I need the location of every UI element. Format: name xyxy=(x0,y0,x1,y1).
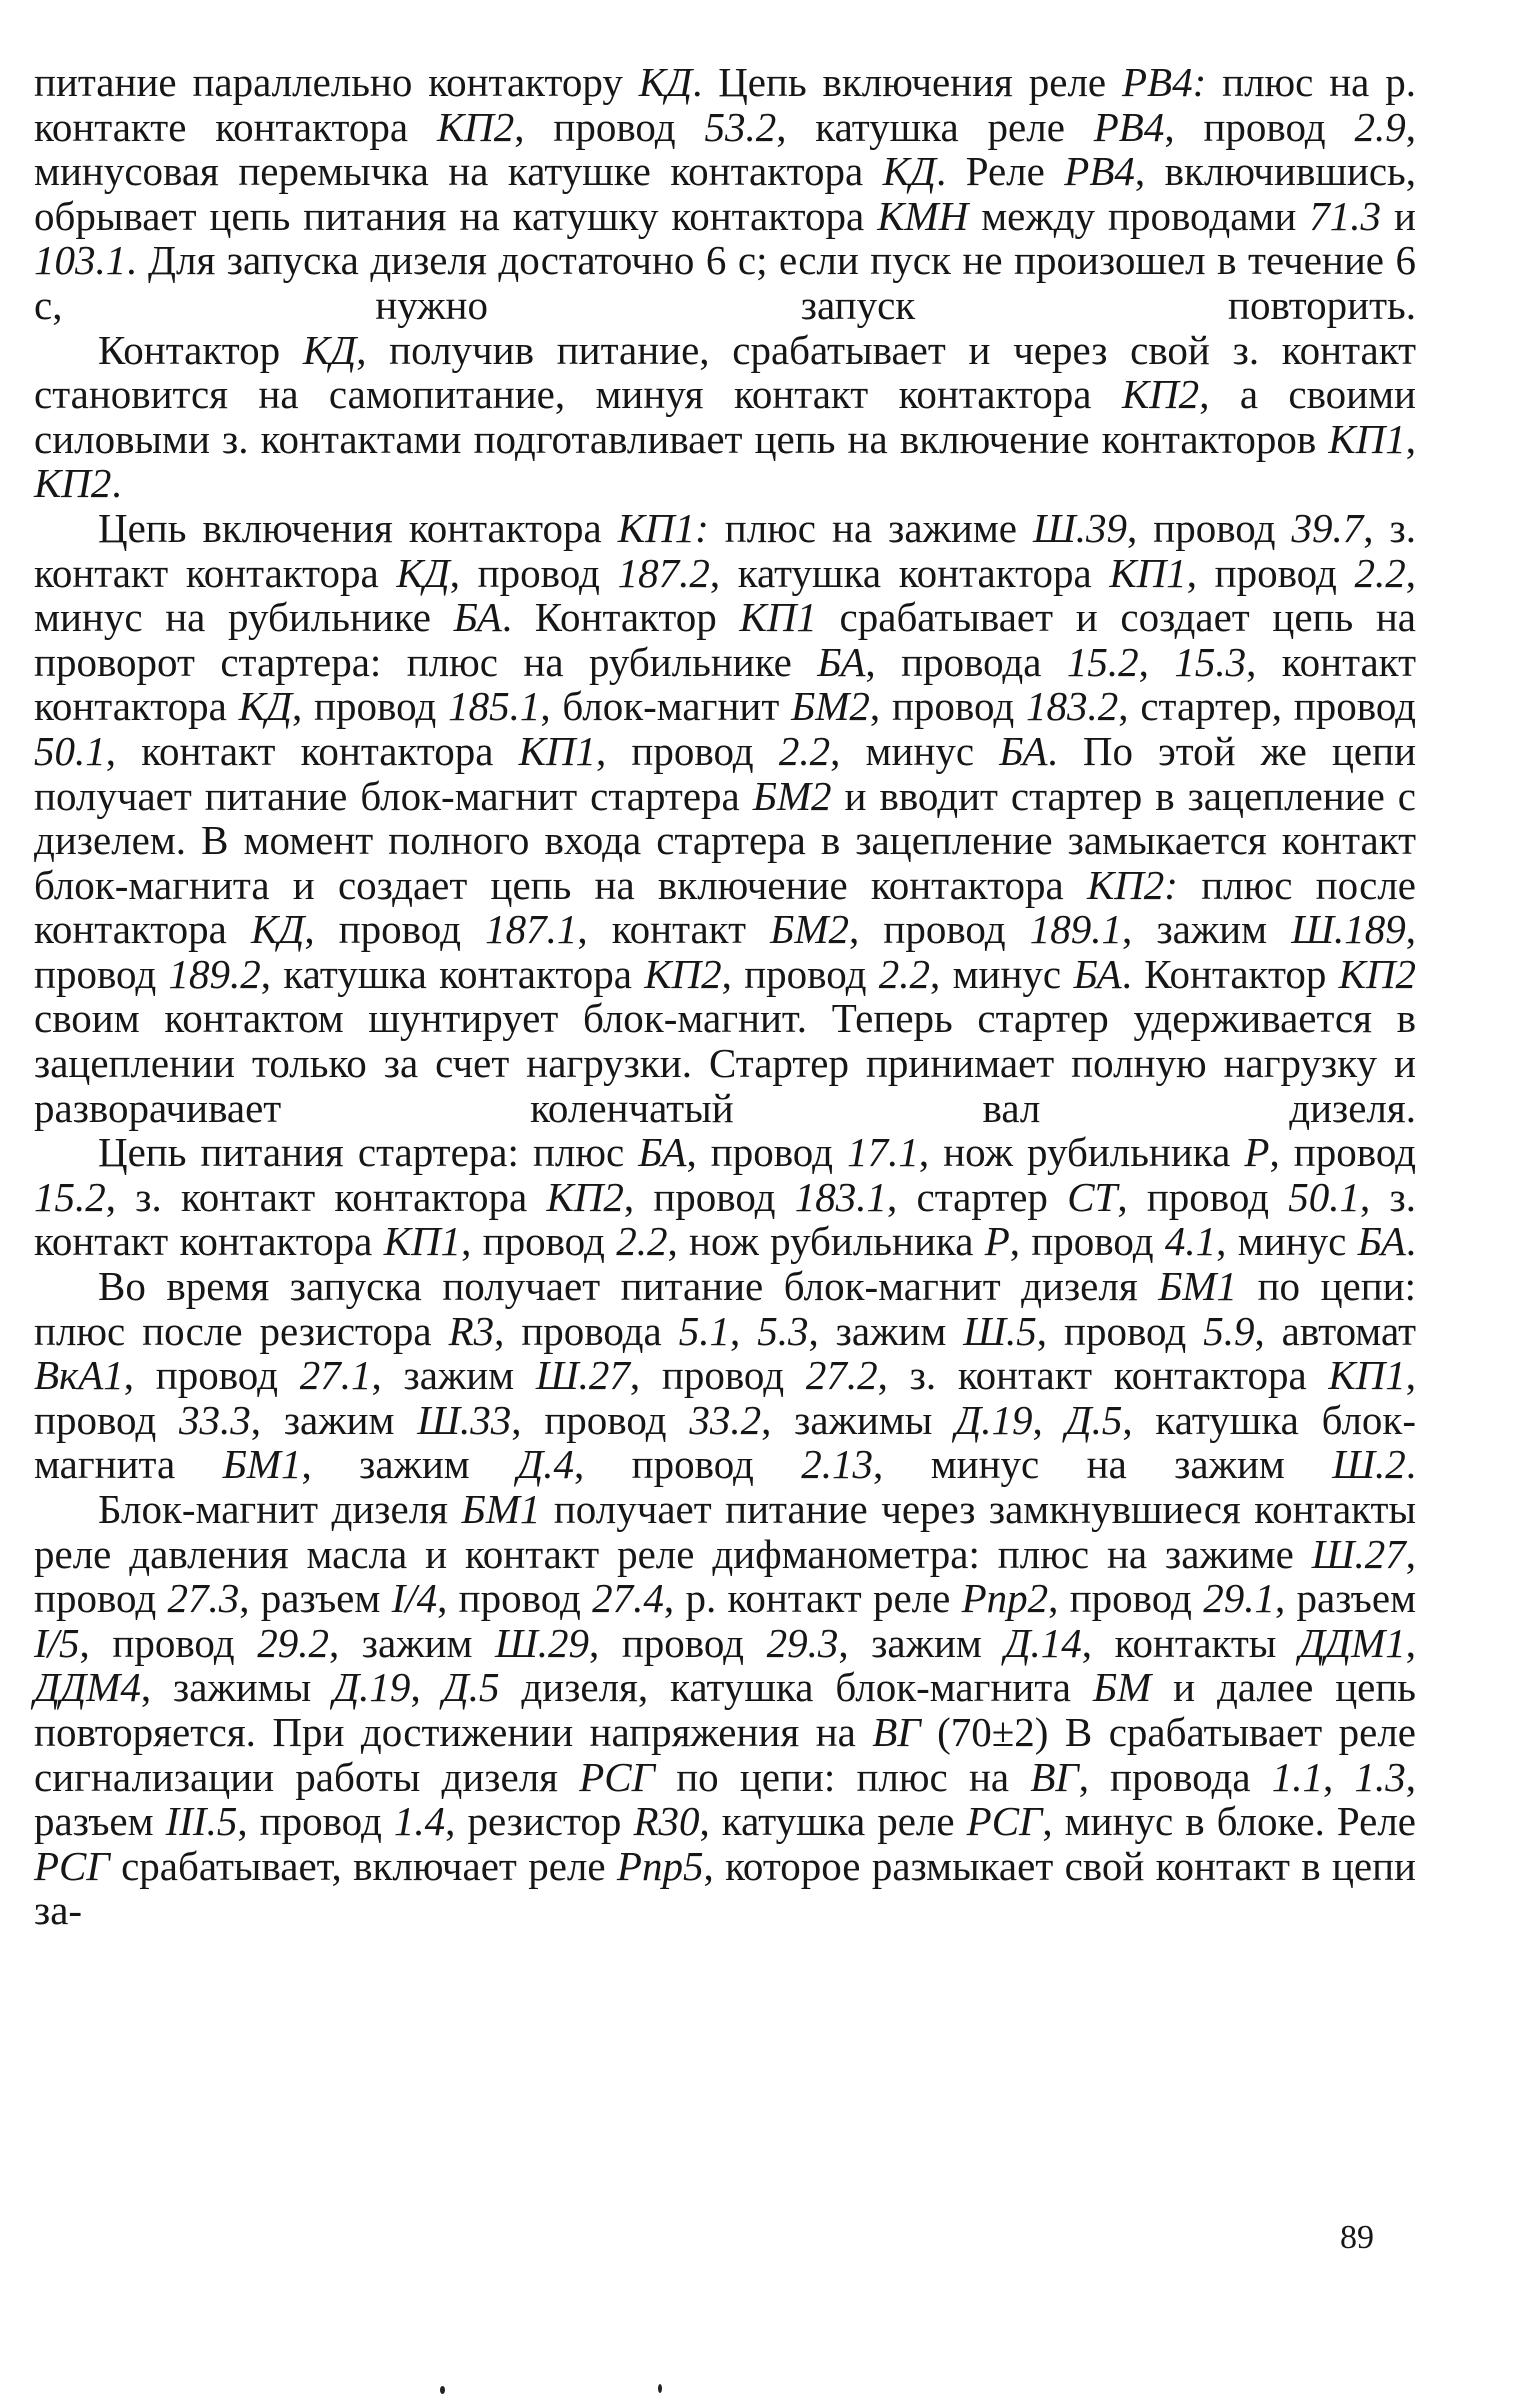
paragraph-6: Блок-магнит дизеля БМ1 получает питание через замкнувшиеся контакты реле давления масла и контакт реле дифманометра: плюс на зажиме Ш.27, провод 27.3, разъем I/4, провод 27.4, р. контакт реле Рпр2, провод 29.1, разъем I/5, провод 29.2, зажим Ш.29, провод 29.3, зажим Д.14, контакты ДДМ1, ДДМ4, зажимы Д.19, Д.5 дизеля, катушка блок-магнита БМ и далее цепь повторяется. При достижении напряжения на ВГ (70±2) В срабатывает реле сигнализации работы дизеля РСГ по цепи: плюс на ВГ, провода 1.1, 1.3, разъем III.5, провод 1.4, резистор R30, катушка реле РСГ, минус в блоке. Реле РСГ срабатывает, включает реле Рпр5, которое размыкает свой контакт в цепи за- xyxy=(34,1486,1417,1934)
paragraph-3: Цепь включения контактора КП1: плюс на зажиме Ш.39, провод 39.7, з. контакт контактора КД, провод 187.2, катушка контактора КП1, провод 2.2, минус на рубильнике БА. Контактор КП1 срабатывает и создает цепь на проворот стартера: плюс на рубильнике БА, провода 15.2, 15.3, контакт контактора КД, провод 185.1, блок-магнит БМ2, провод 183.2, стартер, провод 50.1, контакт контактора КП1, провод 2.2, минус БА. По этой же цепи получает питание блок-магнит стартера БМ2 и вводит стартер в зацепление с дизелем. В момент полного входа стартера в зацепление замыкается контакт блок-магнита и создает цепь на включение контактора КП2: плюс после контактора КД, провод 187.1, контакт БМ2, провод 189.1, зажим Ш.189, провод 189.2, катушка контактора КП2, провод 2.2, минус БА. Контактор КП2 своим контактом шунтирует блок-магнит. Теперь стартер удерживается в зацеплении только за счет нагрузки. Стартер принимает полную нагрузку и разворачивает коленчатый вал дизеля. xyxy=(34,504,1417,1131)
paragraph-2: Контактор КД, получив питание, срабатывает и через свой з. контакт становится на самопитание, минуя контакт контактора КП2, а своими силовыми з. контактами подготавливает цепь на включение контакторов КП1, КП2. xyxy=(34,326,1417,507)
scan-speck xyxy=(440,2386,445,2394)
paragraph-4: Цепь питания стартера: плюс БА, провод 17.1, нож рубильника Р, провод 15.2, з. контакт контактора КП2, провод 183.1, стартер СТ, провод 50.1, з. контакт контактора КП1, провод 2.2, нож рубильника Р, провод 4.1, минус БА. xyxy=(34,1129,1417,1265)
paragraph-5: Во время запуска получает питание блок-магнит дизеля БМ1 по цепи: плюс после резистора R3, провода 5.1, 5.3, зажим Ш.5, провод 5.9, автомат ВкА1, провод 27.1, зажим Ш.27, провод 27.2, з. контакт контактора КП1, провод 33.3, зажим Ш.33, провод 33.2, зажимы Д.19, Д.5, катушка блок-магнита БМ1, зажим Д.4, провод 2.13, минус на зажим Ш.2. xyxy=(34,1263,1417,1488)
scan-speck xyxy=(658,2384,662,2393)
page-number: 89 xyxy=(1340,2219,1374,2256)
body-text xyxy=(34,60,1416,1933)
paragraph-1: питание параллельно контактору КД. Цепь включения реле РВ4: плюс на р. контакте контактора КП2, провод 53.2, катушка реле РВ4, провод 2.9, минусовая перемычка на катушке контактора КД. Реле РВ4, включившись, обрывает цепь питания на катушку контактора КМН между проводами 71.3 и 103.1. Для запуска дизеля достаточно 6 с; если пуск не произошел в течение 6 с, нужно запуск повторить. xyxy=(34,59,1417,328)
